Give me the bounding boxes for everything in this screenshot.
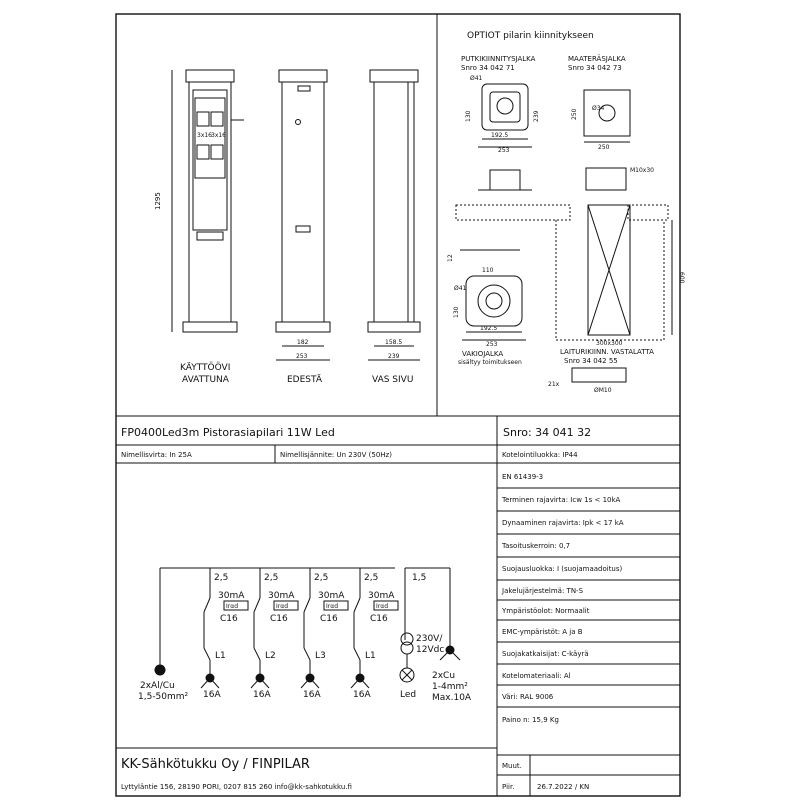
spec-item: Paino n: 15,9 Kg	[502, 716, 559, 724]
wire-size-label: 2,5	[314, 573, 329, 583]
led-window	[298, 86, 310, 91]
drawn-label: Piir.	[502, 783, 515, 791]
dimension-label: 253	[486, 341, 498, 348]
rcbo-contact	[254, 598, 260, 612]
dimension-label: 253	[498, 147, 510, 154]
view-front-open	[154, 70, 244, 385]
socket	[197, 112, 209, 126]
spec-item: Ympäristöolot: Normaalit	[502, 607, 590, 615]
rcd-sensitivity: 30mA	[318, 591, 345, 601]
pillar-foot	[276, 322, 330, 332]
pillar-foot	[368, 322, 420, 332]
spec-item: Kotelomateriaali: Al	[502, 672, 571, 680]
dimension-label: 158.5	[385, 339, 403, 346]
wire-size-label: 2,5	[364, 573, 379, 583]
view-front	[276, 70, 330, 385]
pipe-foot-plate	[482, 84, 528, 130]
socket-rating-label: 3x16	[197, 132, 213, 139]
pillar-cap	[186, 70, 234, 82]
breaker-row	[197, 232, 223, 240]
revisions-label: Muut.	[502, 762, 522, 770]
supply-cable: 2xAl/Cu	[140, 681, 175, 691]
pillar-foot	[183, 322, 237, 332]
wire-size-label: 2,5	[264, 573, 279, 583]
device-foot-title: LAITURIKIINN. VASTALATTA	[560, 348, 654, 356]
std-foot-note: sisältyy toimitukseen	[458, 359, 522, 366]
dimension-label: 192.5	[491, 132, 509, 139]
view-left-side	[368, 70, 420, 385]
breaker-curve: C16	[370, 614, 388, 624]
phase-label: L3	[315, 651, 326, 661]
pillar-cap	[279, 70, 327, 82]
ground-foot-title: MAATERÄSJALKA	[568, 55, 626, 63]
breaker-branches	[201, 568, 398, 700]
led-wire-size: 1,5	[412, 573, 427, 583]
pillar-inner	[193, 90, 227, 230]
view-label: EDESTÄ	[287, 375, 322, 385]
dimension-label: 600	[678, 272, 685, 284]
output-cable: 2xCu	[432, 671, 456, 681]
phase-label: L2	[265, 651, 276, 661]
pipe-foot-title: PUTKIKIINNITYSJALKA	[461, 55, 536, 63]
socket	[197, 145, 209, 159]
dimension-label: ØM10	[594, 387, 612, 394]
dimension-label: Ø41	[470, 75, 483, 82]
dimension-label: 21x	[548, 381, 560, 388]
dimension-label: 300x300	[596, 340, 623, 347]
dimension-label: 253	[296, 353, 308, 360]
psu-voltage-in: 230V/	[416, 634, 443, 644]
mounting-options	[447, 31, 685, 394]
breaker-curve: C16	[320, 614, 338, 624]
dimension-label: M10x30	[630, 167, 654, 174]
spec-item: Dynaaminen rajavirta: Ipk < 17 kA	[502, 519, 624, 527]
dimension-label: 239	[388, 353, 400, 360]
height-dimension: 1295	[154, 192, 162, 210]
socket-rating-label: 3x16	[211, 132, 227, 139]
circuit-diagram	[138, 568, 472, 703]
rcd-sensitivity: 30mA	[218, 591, 245, 601]
socket	[211, 145, 223, 159]
std-foot-title: VAKIOJALKA	[462, 350, 504, 358]
dimension-label: 130	[453, 306, 460, 318]
rcd-tag: Irαd	[226, 603, 238, 610]
std-foot-hole	[486, 293, 502, 309]
phase-label: L1	[215, 651, 226, 661]
std-foot-ring	[478, 285, 510, 317]
pillar-cap	[370, 70, 418, 82]
ground-hatch	[628, 205, 668, 220]
dimension-label: Ø34	[592, 105, 605, 112]
drawn-value: 26.7.2022 / KN	[537, 783, 590, 791]
rcbo-contact	[204, 598, 210, 612]
rcbo-contact	[354, 598, 360, 612]
rcd-tag: Irαd	[376, 603, 388, 610]
spec-item: EMC-ympäristöt: A ja B	[502, 628, 583, 636]
socket-rating: 16A	[353, 690, 371, 700]
options-title: OPTIOT pilarin kiinnitykseen	[467, 31, 594, 41]
fuse-contact	[204, 648, 210, 660]
led-label: Led	[400, 690, 417, 700]
spec-item: EN 61439-3	[502, 473, 544, 481]
view-label: VAS SIVU	[372, 375, 414, 385]
breaker-curve: C16	[220, 614, 238, 624]
rcd-sensitivity: 30mA	[368, 591, 395, 601]
ground-hatch	[456, 205, 570, 220]
pillar-body	[282, 82, 324, 322]
spec-item: Väri: RAL 9006	[502, 693, 554, 701]
spec-item: Jakelujärjestelmä: TN-S	[502, 587, 584, 595]
foundation-pit	[556, 220, 664, 340]
spec-item: Suojakatkaisijat: C-käyrä	[502, 650, 589, 658]
rated-voltage: Nimellisjännite: Un 230V (50Hz)	[280, 451, 392, 459]
socket-rating: 16A	[253, 690, 271, 700]
view-label: KÄYTTÖÖVI	[180, 363, 231, 373]
rcd-tag: Irαd	[326, 603, 338, 610]
company-name: KK-Sähkötukku Oy / FINPILAR	[121, 757, 310, 772]
rcd-tag: Irαd	[276, 603, 288, 610]
rated-current: Nimellisvirta: In 25A	[121, 451, 192, 459]
output-terminal	[446, 646, 454, 654]
ground-foot-plate	[584, 90, 630, 136]
ground-foot-code: Snro 34 042 73	[568, 64, 622, 72]
device-foot-code: Snro 34 042 55	[564, 357, 618, 365]
dimension-label: 110	[482, 267, 494, 274]
fuse-contact	[254, 648, 260, 660]
phase-label: L1	[365, 651, 376, 661]
bottom-slot	[296, 226, 310, 232]
rcbo-contact	[304, 598, 310, 612]
psu-voltage-out: 12Vdc	[416, 645, 445, 655]
psu-coil	[401, 642, 413, 654]
breaker-curve: C16	[270, 614, 288, 624]
pipe-foot-code: Snro 34 042 71	[461, 64, 515, 72]
spec-item: Suojausluokka: I (suojamaadoitus)	[502, 565, 623, 573]
dimension-label: Ø41	[454, 285, 467, 292]
company-address: Lyttyläntie 156, 28190 PORI, 0207 815 260 info@kk-sahkotukku.fi	[121, 783, 352, 791]
fuse-contact	[354, 648, 360, 660]
dimension-label: 250	[571, 108, 578, 120]
product-code: Snro: 34 041 32	[503, 426, 592, 439]
pipe-socket	[497, 98, 513, 114]
device-plate	[572, 368, 626, 382]
dimension-label: 250	[598, 144, 610, 151]
std-foot-plate	[466, 276, 522, 326]
dimension-label: 130	[465, 110, 472, 122]
lock	[296, 120, 301, 125]
socket	[211, 112, 223, 126]
dimension-label: 239	[533, 110, 540, 122]
wire-size-label: 2,5	[214, 573, 229, 583]
ip-class: Kotelointiluokka: IP44	[502, 451, 578, 459]
output-max-current: Max.10A	[432, 693, 472, 703]
output-cable-size: 1-4mm²	[432, 682, 468, 692]
socket-rating: 16A	[303, 690, 321, 700]
pipe-foot-section	[490, 170, 520, 190]
dimension-label: 12	[447, 254, 454, 262]
supply-terminal	[155, 665, 165, 675]
supply-cable-size: 1,5-50mm²	[138, 692, 189, 702]
ground-foot-section	[586, 168, 626, 190]
view-label: AVATTUNA	[182, 375, 229, 385]
product-title: FP0400Led3m Pistorasiapilari 11W Led	[121, 426, 335, 439]
rcd-sensitivity: 30mA	[268, 591, 295, 601]
pipe-foot-inner	[490, 92, 520, 122]
dimension-label: 182	[297, 339, 309, 346]
socket-rating: 16A	[203, 690, 221, 700]
dimension-label: 192.5	[480, 325, 498, 332]
spec-item: Terminen rajavirta: Icw 1s < 10kA	[502, 496, 621, 504]
fuse-contact	[304, 648, 310, 660]
spec-item: Tasoituskerroin: 0,7	[502, 542, 571, 550]
